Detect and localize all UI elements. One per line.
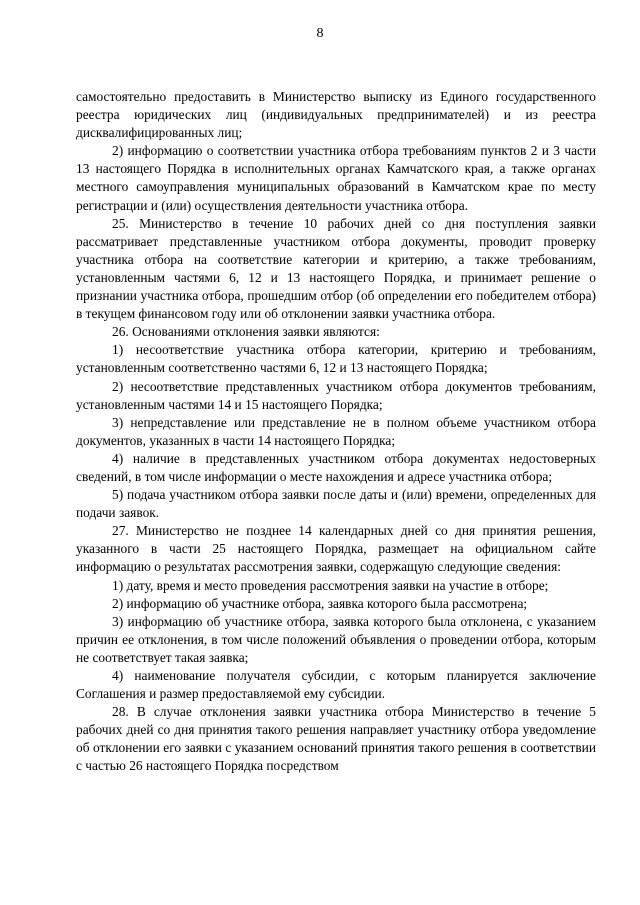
paragraph: 4) наличие в представленных участником отбора документах недостоверных сведений, в том числе информации о месте нахождения и адресе участника отбора; — [76, 450, 596, 484]
paragraph: 4) наименование получателя субсидии, с которым планируется заключение Соглашения и размер предоставляемой ему субсидии. — [76, 668, 596, 702]
paragraph: 28. В случае отклонения заявки участника отбора Министерство в течение 5 рабочих дней со дня принятия такого решения направляет участнику отбора уведомление об отклонении его заявки с указанием оснований принятия такого решения в соответствии с частью 26 настоящего Порядка посредством — [76, 704, 596, 774]
paragraph: 1) несоответствие участника отбора категории, критерию и требованиям, установленным соответственно частями 6, 12 и 13 настоящего Порядка; — [76, 342, 596, 376]
paragraph: 25. Министерство в течение 10 рабочих дней со дня поступления заявки рассматривает представленные участником отбора документы, проводит проверку участника отбора на соответствие категории и критерию, а также требованиям, установленным частями 6, 12 и 13 настоящего Порядка, и принимает решение о признании участника отбора, прошедшим отбор (об определении его победителем отбора) в текущем финансовом году или об отклонении заявки участника отбора. — [76, 215, 596, 322]
paragraph: самостоятельно предоставить в Министерство выписку из Единого государственного реестра юридических лиц (индивидуальных предпринимателей) и из реестра дисквалифицированных лиц; — [76, 89, 596, 141]
paragraph: 3) непредставление или представление не в полном объеме участником отбора документов, указанных в части 14 настоящего Порядка; — [76, 414, 596, 448]
paragraph: 5) подача участником отбора заявки после даты и (или) времени, определенных для подачи заявок. — [76, 487, 596, 521]
paragraph: 2) несоответствие представленных участником отбора документов требованиям, установленным частями 14 и 15 настоящего Порядка; — [76, 378, 596, 412]
paragraph: 2) информацию о соответствии участника отбора требованиям пунктов 2 и 3 части 13 настоящего Порядка в исполнительных органах Камчатского края, а также органах местного самоуправления муниципальных образований в Камчатском крае по месту регистрации и (или) осуществления деятельности участника отбора. — [76, 143, 596, 213]
paragraph: 26. Основаниями отклонения заявки являются: — [112, 324, 380, 340]
paragraph: 1) дату, время и место проведения рассмотрения заявки на участие в отборе; — [112, 577, 549, 593]
page-number: 8 — [316, 26, 324, 41]
paragraph: 3) информацию об участнике отбора, заявка которого была отклонена, с указанием причин ее отклонения, в том числе положений объявления о проведении отбора, которым не соответствует такая заявка; — [76, 613, 596, 665]
paragraph: 27. Министерство не позднее 14 календарных дней со дня принятия решения, указанного в части 25 настоящего Порядка, размещает на официальном сайте информацию о результатах рассмотрения заявки, содержащую следующие сведения: — [76, 523, 596, 575]
paragraph: 2) информацию об участнике отбора, заявка которого была рассмотрена; — [112, 595, 528, 611]
document-body — [76, 88, 596, 776]
